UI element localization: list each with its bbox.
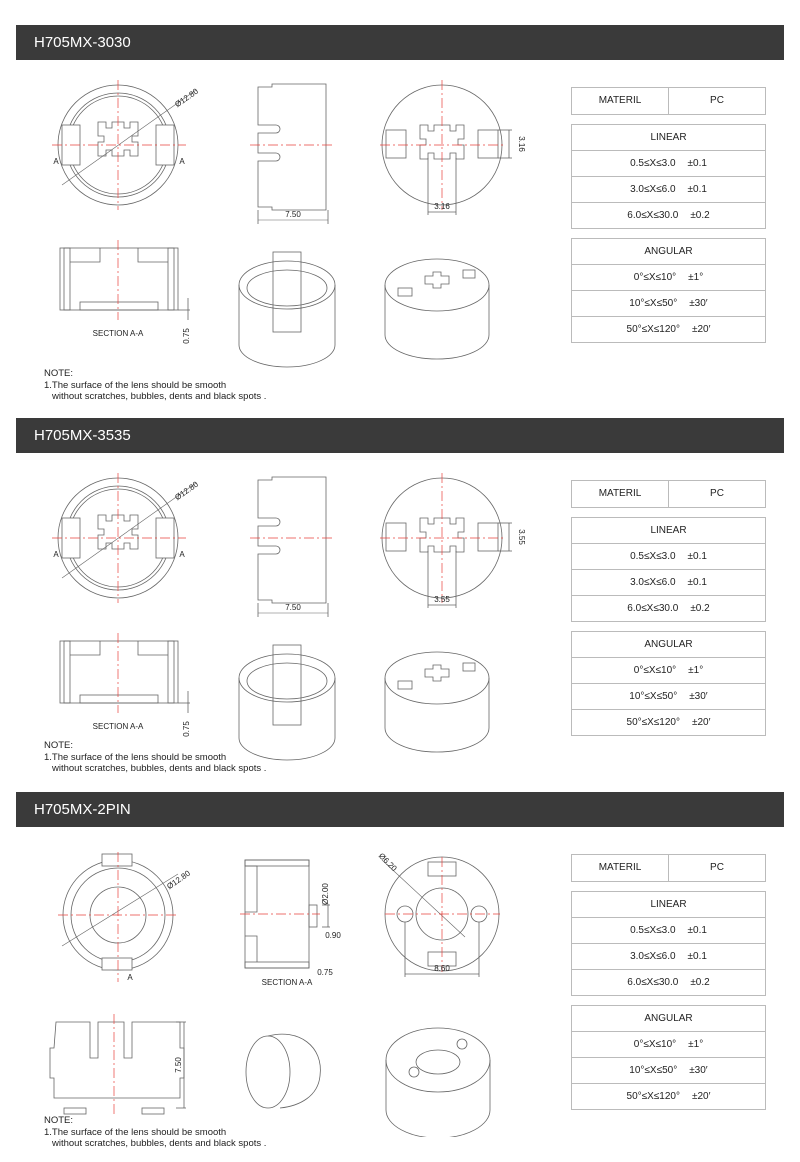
- range: 0°≤X≤10°: [633, 665, 677, 676]
- material-value: PC: [710, 862, 724, 873]
- range: 0.5≤X≤3.0: [630, 158, 676, 169]
- section-header: H705MX-2PIN: [16, 792, 784, 827]
- tolerance: ±30′: [689, 1065, 708, 1076]
- angular-tolerance-table: [571, 1005, 766, 1110]
- material-table: [571, 87, 766, 115]
- tolerance-row: [572, 917, 765, 943]
- dimension-label: Ø12.80: [173, 479, 200, 503]
- note: [44, 368, 266, 403]
- tolerance-row: [572, 150, 765, 176]
- tolerance-row: [572, 709, 765, 735]
- side-view-drawing: [258, 477, 328, 617]
- tolerance: ±0.1: [687, 551, 707, 562]
- dimension-label: 7.50: [174, 1057, 183, 1073]
- range: 3.0≤X≤6.0: [630, 951, 676, 962]
- tolerance-row: [572, 1057, 765, 1083]
- note-line: 1.The surface of the lens should be smooth: [44, 1126, 227, 1138]
- tolerance-row: [572, 683, 765, 709]
- isometric-view-bottom: [385, 259, 489, 359]
- section-view-drawing: [60, 248, 190, 320]
- side-view-drawing: [258, 84, 328, 224]
- section-label: SECTION A-A: [92, 329, 144, 338]
- tolerance-row: [572, 290, 765, 316]
- dimension-label: 3.16: [434, 202, 450, 211]
- tolerance: ±1°: [688, 665, 704, 676]
- range: 10°≤X≤50°: [629, 691, 678, 702]
- table-title: ANGULAR: [644, 1013, 693, 1024]
- section-header: H705MX-3030: [16, 25, 784, 60]
- range: 6.0≤X≤30.0: [627, 977, 679, 988]
- bottom-view-drawing: [382, 857, 499, 977]
- tolerance-row: [572, 657, 765, 683]
- dimension-label: Ø12.80: [165, 868, 192, 892]
- bottom-view-drawing: [382, 85, 512, 215]
- tolerance: ±0.2: [690, 603, 710, 614]
- angular-tolerance-table: [571, 238, 766, 343]
- note-heading: NOTE:: [44, 1115, 74, 1126]
- table-title: LINEAR: [650, 525, 687, 536]
- note-line: 1.The surface of the lens should be smooth: [44, 379, 227, 391]
- dimension-label: 3.16: [517, 136, 526, 152]
- tolerance: ±1°: [688, 272, 704, 283]
- tolerance: ±20′: [691, 717, 711, 728]
- tolerance-row: [572, 969, 765, 995]
- side-view-drawing: [50, 1022, 186, 1114]
- section-header: H705MX-3535: [16, 418, 784, 453]
- range: 0°≤X≤10°: [633, 272, 677, 283]
- bottom-view-drawing: [382, 478, 512, 608]
- range: 50°≤X≤120°: [626, 717, 680, 728]
- isometric-view-top: [239, 252, 335, 367]
- tolerance-row: [572, 1031, 765, 1057]
- tolerance-row: [572, 202, 765, 228]
- note: [44, 1115, 266, 1150]
- tolerance-row: [572, 1083, 765, 1109]
- tolerance: ±0.2: [690, 210, 710, 221]
- range: 6.0≤X≤30.0: [627, 210, 679, 221]
- dimension-label: Ø12.80: [173, 86, 200, 110]
- tolerance: ±30′: [689, 691, 708, 702]
- technical-drawing: [0, 463, 560, 763]
- dimension-label: A: [53, 550, 59, 559]
- dimension-label: 7.50: [285, 210, 301, 219]
- tolerance: ±0.1: [687, 925, 707, 936]
- note-heading: NOTE:: [44, 740, 74, 751]
- isometric-view-top: [246, 1034, 320, 1108]
- range: 0°≤X≤10°: [633, 1039, 677, 1050]
- material-table: [571, 480, 766, 508]
- material-label: MATERIL: [572, 88, 669, 114]
- material-value: PC: [710, 488, 724, 499]
- angular-tolerance-table: [571, 631, 766, 736]
- material-table: [571, 854, 766, 882]
- table-title: LINEAR: [650, 899, 687, 910]
- note-line: without scratches, bubbles, dents and black spots .: [52, 1138, 267, 1149]
- dimension-label: A: [179, 157, 185, 166]
- note-line: without scratches, bubbles, dents and black spots .: [52, 391, 267, 402]
- dimension-label: 0.75: [317, 968, 333, 977]
- dimension-label: 0.75: [182, 328, 191, 344]
- tolerance-row: [572, 316, 765, 342]
- dimension-label: Ø2.00: [321, 883, 330, 905]
- dimension-label: 0.75: [182, 721, 191, 737]
- technical-drawing: [0, 70, 560, 370]
- tolerance: ±0.1: [687, 951, 707, 962]
- note: [44, 740, 266, 775]
- linear-tolerance-table: [571, 124, 766, 229]
- table-title: LINEAR: [650, 132, 687, 143]
- section-label: SECTION A-A: [261, 978, 313, 987]
- material-label: MATERIL: [572, 481, 669, 507]
- range: 10°≤X≤50°: [629, 1065, 678, 1076]
- tolerance-row: [572, 543, 765, 569]
- range: 0.5≤X≤3.0: [630, 551, 676, 562]
- linear-tolerance-table: [571, 517, 766, 622]
- technical-drawing: [0, 837, 560, 1137]
- range: 6.0≤X≤30.0: [627, 603, 679, 614]
- dimension-label: A: [179, 550, 185, 559]
- linear-tolerance-table: [571, 891, 766, 996]
- section-view-drawing: [60, 641, 190, 713]
- dimension-label: 3.55: [517, 529, 526, 545]
- table-title: ANGULAR: [644, 639, 693, 650]
- section-label: SECTION A-A: [92, 722, 144, 731]
- range: 3.0≤X≤6.0: [630, 184, 676, 195]
- top-view-drawing: [62, 854, 178, 970]
- range: 50°≤X≤120°: [626, 324, 680, 335]
- dimension-label: 8.60: [434, 964, 450, 973]
- tolerance-row: [572, 176, 765, 202]
- tolerance: ±30′: [689, 298, 708, 309]
- tolerance-row: [572, 595, 765, 621]
- isometric-view-bottom: [385, 652, 489, 752]
- note-line: without scratches, bubbles, dents and black spots .: [52, 763, 267, 774]
- note-heading: NOTE:: [44, 368, 74, 379]
- tolerance: ±0.2: [690, 977, 710, 988]
- dimension-label: 3.55: [434, 595, 450, 604]
- dimension-label: A: [127, 973, 133, 982]
- tolerance-row: [572, 569, 765, 595]
- dimension-label: 7.50: [285, 603, 301, 612]
- isometric-view-bottom: [386, 1028, 490, 1137]
- dimension-label: A: [53, 157, 59, 166]
- range: 3.0≤X≤6.0: [630, 577, 676, 588]
- tolerance-row: [572, 264, 765, 290]
- tolerance: ±20′: [691, 1091, 711, 1102]
- range: 50°≤X≤120°: [626, 1091, 680, 1102]
- tolerance: ±0.1: [687, 577, 707, 588]
- tolerance: ±0.1: [687, 184, 707, 195]
- table-title: ANGULAR: [644, 246, 693, 257]
- range: 0.5≤X≤3.0: [630, 925, 676, 936]
- dimension-label: 0.90: [325, 931, 341, 940]
- material-label: MATERIL: [572, 855, 669, 881]
- tolerance: ±0.1: [687, 158, 707, 169]
- tolerance-row: [572, 943, 765, 969]
- range: 10°≤X≤50°: [629, 298, 678, 309]
- tolerance: ±20′: [691, 324, 711, 335]
- tolerance: ±1°: [688, 1039, 704, 1050]
- dimension-label: Ø6.20: [376, 851, 399, 874]
- note-line: 1.The surface of the lens should be smooth: [44, 751, 227, 763]
- material-value: PC: [710, 95, 724, 106]
